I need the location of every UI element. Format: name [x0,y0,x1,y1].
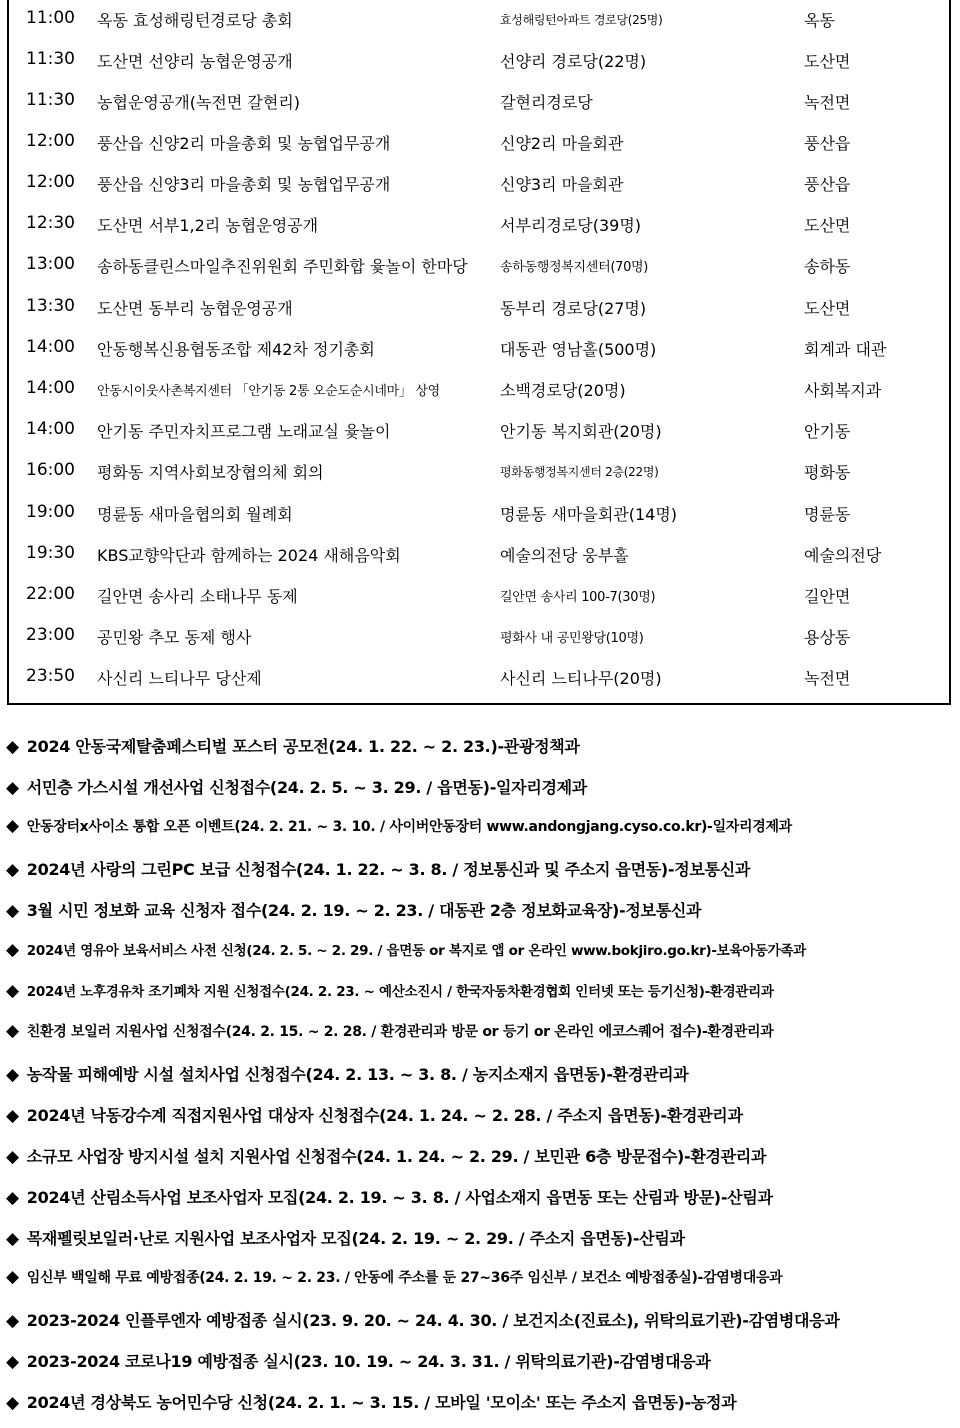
notice-text: 농작물 피해예방 시설 설치사업 신청접수(24. 2. 13. ~ 3. 8. / 농지소재지 읍면동)-환경관리과 [26,1065,689,1084]
notice-text: 2024년 산림소득사업 보조사업자 모집(24. 2. 19. ~ 3. 8. / 사업소재지 읍면동 또는 산림과 방문)-산림과 [26,1188,773,1207]
schedule-row [0,328,960,369]
diamond-bullet-icon: ◆ [6,1106,19,1126]
row-dept: 길안면 [804,587,851,606]
row-time: 11:00 [26,8,75,28]
notice-item [6,734,956,772]
diamond-bullet-icon: ◆ [6,1311,19,1331]
diamond-bullet-icon: ◆ [6,1021,19,1041]
notice-item [6,1103,956,1141]
diamond-bullet-icon: ◆ [6,816,19,836]
notice-item [6,1021,956,1059]
diamond-bullet-icon: ◆ [6,1147,19,1167]
diamond-bullet-icon: ◆ [6,1352,19,1372]
notice-item [6,1226,956,1264]
notice-text: 친환경 보일러 지원사업 신청접수(24. 2. 15. ~ 2. 28. / 환경관리과 방문 or 등기 or 온라인 에코스퀘어 접수)-환경관리과 [26,1024,774,1040]
row-dept: 송하동 [804,257,851,276]
notice-item [6,1062,956,1100]
schedule-row [0,410,960,451]
notice-text: 서민층 가스시설 개선사업 신청접수(24. 2. 5. ~ 3. 29. / 읍면동)-일자리경제과 [26,778,587,797]
row-event: 공민왕 추모 동제 행사 [97,628,252,647]
schedule-row [0,81,960,122]
schedule-row [0,369,960,410]
diamond-bullet-icon: ◆ [6,1229,19,1249]
diamond-bullet-icon: ◆ [6,940,19,960]
schedule-row [0,40,960,81]
notice-text: 3월 시민 정보화 교육 신청자 접수(24. 2. 19. ~ 2. 23. / 대동관 2층 정보화교육장)-정보통신과 [26,901,702,920]
row-dept: 명륜동 [804,505,851,524]
notice-text: 2024년 사랑의 그린PC 보급 신청접수(24. 1. 22. ~ 3. 8. / 정보통신과 및 주소지 읍면동)-정보통신과 [26,860,751,879]
row-dept: 도산면 [804,299,851,318]
row-place: 효성해링턴아파트 경로당(25명) [500,13,663,27]
row-place: 소백경로당(20명) [500,381,626,400]
diamond-bullet-icon: ◆ [6,1188,19,1208]
row-place: 안기동 복지회관(20명) [500,422,662,441]
notice-item [6,1144,956,1182]
schedule-row [0,0,960,40]
row-time: 14:00 [26,419,75,439]
diamond-bullet-icon: ◆ [6,1065,19,1085]
row-time: 23:00 [26,625,75,645]
row-time: 14:00 [26,337,75,357]
row-time: 13:00 [26,254,75,274]
row-time: 23:50 [26,666,75,686]
notice-item [6,898,956,936]
notice-item [6,857,956,895]
row-place: 송하동행정복지센터(70명) [500,260,649,275]
row-event: 길안면 송사리 소태나무 동제 [97,587,298,606]
row-time: 19:00 [26,502,75,522]
schedule-row [0,616,960,657]
row-place: 길안면 송사리 100-7(30명) [500,590,656,605]
notice-text: 임신부 백일해 무료 예방접종(24. 2. 19. ~ 2. 23. / 안동에 주소를 둔 27~36주 임신부 / 보건소 예방접종실)-감염병대응과 [26,1270,783,1286]
row-time: 11:30 [26,49,75,69]
diamond-bullet-icon: ◆ [6,981,19,1001]
row-dept: 옥동 [804,11,835,30]
row-dept: 평화동 [804,463,851,482]
schedule-row [0,245,960,286]
notice-text: 목재펠릿보일러·난로 지원사업 보조사업자 모집(24. 2. 19. ~ 2. 29. / 주소지 읍면동)-산림과 [26,1229,685,1248]
row-dept: 용상동 [804,628,851,647]
notice-item [6,816,956,854]
notice-item [6,1267,956,1305]
diamond-bullet-icon: ◆ [6,901,19,921]
row-dept: 풍산읍 [804,175,851,194]
notice-text: 2024년 낙동강수계 직접지원사업 대상자 신청접수(24. 1. 24. ~ 2. 28. / 주소지 읍면동)-환경관리과 [26,1106,743,1125]
row-place: 평화사 내 공민왕당(10명) [500,631,644,646]
schedule-row [0,122,960,163]
diamond-bullet-icon: ◆ [6,860,19,880]
row-event: KBS교향악단과 함께하는 2024 새해음악회 [97,546,401,565]
row-dept: 예술의전당 [804,546,882,565]
notice-text: 2023-2024 인플루엔자 예방접종 실시(23. 9. 20. ~ 24. 4. 30. / 보건지소(진료소), 위탁의료기관)-감염병대응과 [26,1311,840,1330]
row-event: 풍산읍 신양2리 마을총회 및 농협업무공개 [97,134,391,153]
notice-text: 2024년 노후경유차 조기폐차 지원 신청접수(24. 2. 23. ~ 예산소진시 / 한국자동차환경협회 인터넷 또는 등기신청)-환경관리과 [26,984,774,1000]
notice-text: 안동장터x사이소 통합 오픈 이벤트(24. 2. 21. ~ 3. 10. / 사이버안동장터 www.andongjang.cyso.co.kr)-일자리경제과 [26,819,792,835]
row-time: 11:30 [26,90,75,110]
row-dept: 도산면 [804,52,851,71]
notice-text: 2024년 경상북도 농어민수당 신청(24. 2. 1. ~ 3. 15. / 모바일 '모이소' 또는 주소지 읍면동)-농정과 [26,1393,737,1412]
row-event: 명륜동 새마을협의회 월례회 [97,505,293,524]
row-dept: 녹전면 [804,669,851,688]
row-event: 도산면 동부리 농협운영공개 [97,299,293,318]
notice-text: 2024 안동국제탈춤페스티벌 포스터 공모전(24. 1. 22. ~ 2. 23.)-관광정책과 [26,737,580,756]
row-event: 평화동 지역사회보장협의체 회의 [97,463,324,482]
row-time: 14:00 [26,378,75,398]
notice-item [6,1308,956,1346]
schedule-row [0,163,960,204]
row-place: 신양2리 마을회관 [500,134,624,153]
row-time: 12:30 [26,213,75,233]
row-event: 안동시이웃사촌복지센터 「안기동 2통 오순도순시네마」 상영 [97,384,440,399]
notice-item [6,1390,956,1428]
row-event: 풍산읍 신양3리 마을총회 및 농협업무공개 [97,175,391,194]
row-time: 12:00 [26,131,75,151]
row-event: 농협운영공개(녹전면 갈현리) [97,93,301,112]
schedule-row [0,287,960,328]
notice-text: 2023-2024 코로나19 예방접종 실시(23. 10. 19. ~ 24. 3. 31. / 위탁의료기관)-감염병대응과 [26,1352,711,1371]
notice-item [6,1349,956,1387]
row-event: 도산면 서부1,2리 농협운영공개 [97,216,319,235]
row-event: 송하동클린스마일추진위원회 주민화합 윷놀이 한마당 [97,257,468,276]
row-place: 예술의전당 웅부홀 [500,546,629,565]
schedule-row [0,575,960,616]
row-dept: 녹전면 [804,93,851,112]
notice-item [6,939,956,977]
diamond-bullet-icon: ◆ [6,737,19,757]
row-time: 16:00 [26,460,75,480]
row-time: 13:30 [26,296,75,316]
schedule-row [0,493,960,534]
row-place: 명륜동 새마을회관(14명) [500,505,678,524]
row-place: 갈현리경로당 [500,93,593,112]
row-place: 평화동행정복지센터 2층(22명) [500,465,659,479]
row-dept: 도산면 [804,216,851,235]
row-place: 동부리 경로당(27명) [500,299,647,318]
row-time: 12:00 [26,172,75,192]
row-time: 19:30 [26,543,75,563]
schedule-row [0,534,960,575]
row-time: 22:00 [26,584,75,604]
notice-item [6,1185,956,1223]
row-event: 사신리 느티나무 당산제 [97,669,262,688]
row-place: 대동관 영남홀(500명) [500,340,657,359]
schedule-row [0,657,960,698]
row-dept: 안기동 [804,422,851,441]
row-event: 도산면 선양리 농협운영공개 [97,52,293,71]
row-dept: 사회복지과 [804,381,882,400]
row-event: 옥동 효성해링턴경로당 총회 [97,11,293,30]
schedule-row [0,204,960,245]
notice-item [6,775,956,813]
schedule-row [0,451,960,492]
row-dept: 풍산읍 [804,134,851,153]
row-place: 선양리 경로당(22명) [500,52,647,71]
diamond-bullet-icon: ◆ [6,778,19,798]
row-place: 서부리경로당(39명) [500,216,642,235]
diamond-bullet-icon: ◆ [6,1393,19,1413]
row-place: 신양3리 마을회관 [500,175,624,194]
row-place: 사신리 느티나무(20명) [500,669,662,688]
notice-text: 2024년 영유아 보육서비스 사전 신청(24. 2. 5. ~ 2. 29. / 읍면동 or 복지로 앱 or 온라인 www.bokjiro.go.kr)-보육아동가족과 [26,943,806,959]
row-event: 안동행복신용협동조합 제42차 정기총회 [97,340,375,359]
diamond-bullet-icon: ◆ [6,1267,19,1287]
notice-text: 소규모 사업장 방지시설 설치 지원사업 신청접수(24. 1. 24. ~ 2. 29. / 보민관 6층 방문접수)-환경관리과 [26,1147,767,1166]
row-event: 안기동 주민자치프로그램 노래교실 윷놀이 [97,422,391,441]
row-dept: 회계과 대관 [804,340,887,359]
notice-item [6,980,956,1018]
